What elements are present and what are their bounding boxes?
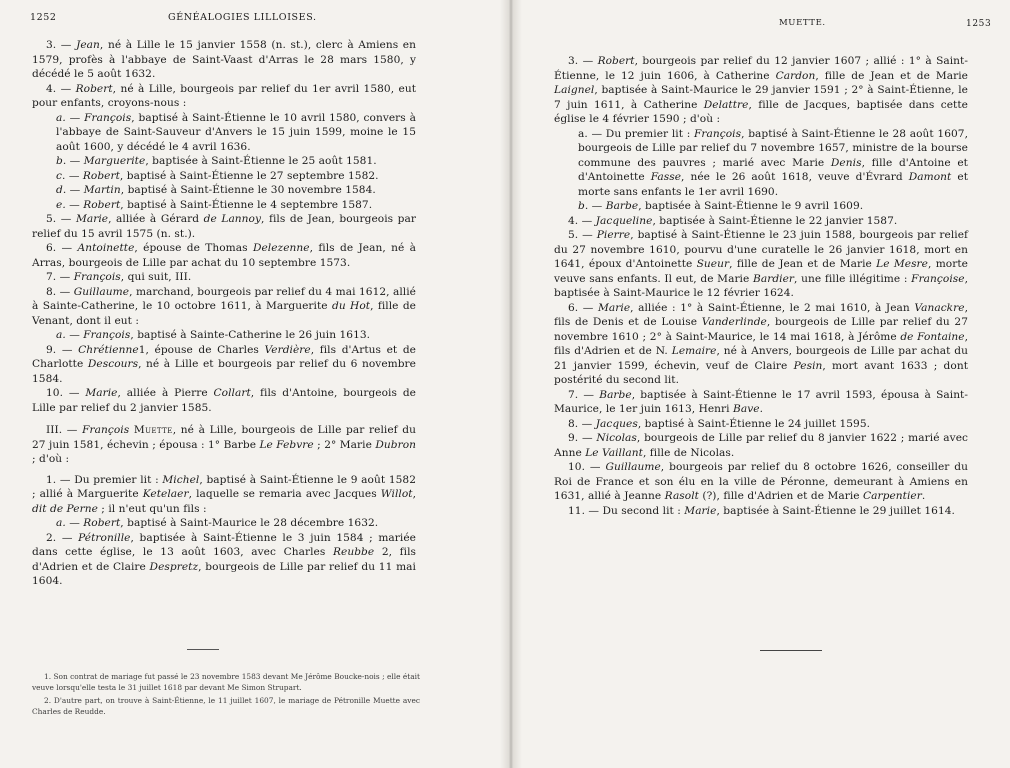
text-run: , une fille illégitime : — [794, 272, 912, 285]
text-run: , baptisé à Saint-Étienne le 9 août 1582 ; allié à Marguerite — [32, 473, 416, 500]
text-run: François — [694, 127, 742, 140]
left-footnotes — [32, 672, 420, 720]
text-run: , né à Lille, bourgeois par relief du 1er avril 1580, eut pour enfants, croyons-nous : — [32, 82, 417, 109]
text-run: Damont — [908, 171, 952, 183]
text-run: , baptisée à Saint-Étienne le 25 août 1581. — [145, 155, 377, 167]
text-run: , baptisée à Saint-Maurice le 12 février 1624. — [554, 272, 969, 299]
text-run: , alliée à Gérard — [108, 213, 204, 225]
text-run: , épouse de Thomas — [134, 242, 253, 254]
paragraph — [554, 199, 968, 214]
text-run: . — [921, 490, 926, 502]
text-run: Robert — [83, 198, 121, 211]
text-run: , fils d'Artus et de Charlotte — [32, 343, 416, 370]
text-run: François — [73, 271, 121, 283]
footnote — [32, 672, 420, 693]
text-run: Robert — [82, 169, 120, 182]
paragraph — [32, 38, 416, 82]
text-run: (?), fille d'Adrien et de Marie — [698, 490, 863, 502]
paragraph — [554, 431, 968, 460]
paragraph — [32, 111, 416, 155]
text-run: Cardon — [775, 69, 816, 82]
text-run: du Hot — [331, 300, 371, 312]
text-run: , né à Lille et bourgeois par relief du 6 novembre 1584. — [32, 358, 416, 385]
text-run: , baptisé à Saint-Étienne le 10 avril 1580, convers à l'abbaye de Saint-Sauveur d'Anvers le 15 juin 1599, moine le 15 août 1600, y décédé le 4 avril 1636. — [56, 111, 416, 153]
text-run: Le Mesre — [876, 258, 928, 270]
text-run: 1. — Du premier lit : — [46, 473, 163, 486]
text-run: Marie — [684, 504, 717, 517]
paragraph — [32, 285, 416, 329]
text-run: Antoinette — [77, 242, 135, 254]
paragraph — [32, 328, 416, 343]
text-run: Robert — [597, 55, 635, 67]
text-run: Ketelaer — [142, 488, 189, 500]
text-run: , baptisée à Saint-Étienne le 17 avril 1593, épousa à Saint-Maurice, le 1er juin 1613, Henri — [554, 388, 968, 415]
text-run: et morte sans enfants le 1er avril 1690. — [578, 171, 968, 198]
text-run: 5. — — [568, 229, 597, 241]
right-running-title: MUETTE. — [779, 18, 826, 28]
paragraph — [554, 228, 968, 301]
text-run: , baptisé à Saint-Étienne le 30 novembre 1584. — [120, 184, 376, 196]
text-run: 2, fils d'Adrien et de Claire — [32, 546, 416, 573]
text-run: 3. — — [46, 39, 77, 51]
text-run: , fille d'Antoine et d'Antoinette — [578, 156, 968, 183]
text-run: a. — — [56, 329, 84, 341]
text-run: Robert — [75, 82, 113, 95]
text-run: , fille de Nicolas. — [642, 446, 735, 459]
text-run: , né à Lille le 15 janvier 1558 (n. st.), clerc à Amiens en 1579, profès à l'abbaye de Saint-Vaast d'Arras le 28 mars 1580, y décédé le 5 août 1632. — [32, 39, 416, 80]
text-run: Fasse — [650, 171, 682, 183]
text-run: Delezenne — [252, 242, 310, 254]
text-run: François — [84, 111, 132, 124]
text-run: ; il n'eut qu'un fils : — [97, 502, 207, 515]
text-run: Reubbe — [333, 546, 375, 558]
text-run: , baptisé à Saint-Maurice le 28 décembre 1632. — [120, 517, 379, 529]
text-run: Françoise — [911, 272, 965, 285]
paragraph — [554, 504, 968, 519]
text-run: , bourgeois par relief du 8 octobre 1626, conseiller du Roi de France et son élu en la ville de Péronne, demeurant à Amiens en 1631, allié à Jeanne — [554, 461, 968, 502]
text-run: Denis — [830, 156, 862, 169]
left-body-text — [32, 38, 416, 589]
text-run: b. — — [578, 200, 606, 212]
text-run: Nicolas — [596, 432, 637, 444]
paragraph — [32, 198, 416, 213]
paragraph — [32, 270, 416, 285]
text-run: Collart — [213, 387, 251, 399]
paragraph — [554, 54, 968, 127]
text-run: Sueur — [696, 258, 730, 270]
text-run: a. — — [56, 517, 84, 529]
text-run: , bourgeois de Lille par relief du 27 novembre 1610 ; 2° à Saint-Maurice, le 14 mai 1618, à Jérôme — [554, 316, 969, 343]
text-run: 3. — — [568, 55, 598, 67]
text-run: Bardier — [753, 272, 795, 285]
text-run: Pierre — [596, 229, 631, 241]
text-run: , alliée : 1° à Saint-Étienne, le 2 mai 1610, à Jean — [630, 301, 915, 314]
text-run: , fils de Jean, bourgeois par relief du 15 avril 1575 (n. st.). — [32, 213, 416, 240]
text-run: , qui suit, III. — [120, 271, 192, 283]
text-run: , fils d'Adrien et de N. — [554, 330, 969, 357]
paragraph — [554, 301, 968, 388]
text-run: Barbe — [599, 388, 632, 401]
text-run: , baptisé à Saint-Étienne le 4 septembre 1587. — [120, 198, 373, 211]
text-run: 10. — — [46, 387, 86, 399]
text-run: d. — — [56, 184, 84, 196]
end-rule — [760, 650, 822, 651]
paragraph — [32, 343, 416, 387]
text-run: a. — Du premier lit : — [578, 127, 694, 140]
text-run: , fille de Jean et de Marie — [815, 69, 968, 82]
text-run: Lemaire — [671, 345, 717, 357]
paragraph — [32, 183, 416, 198]
text-run: 7. — — [46, 271, 74, 283]
text-run: , fille de Venant, dont il eut : — [32, 300, 416, 327]
footnote — [32, 696, 420, 717]
paragraph — [32, 212, 416, 241]
paragraph — [554, 417, 968, 432]
text-run: 5. — — [46, 213, 76, 225]
text-run: 7. — — [568, 388, 600, 401]
text-run: , bourgeois de Lille par relief du 11 mai 1604. — [32, 560, 416, 587]
text-run: Carpentier — [863, 490, 922, 502]
left-running-title: GÉNÉALOGIES LILLOISES. — [168, 12, 317, 23]
footnote-rule — [187, 649, 219, 650]
right-page — [522, 0, 1010, 768]
text-run: Marie — [75, 213, 109, 225]
text-run: Pesin — [793, 359, 823, 372]
paragraph — [32, 154, 416, 169]
text-run: Delattre — [703, 98, 749, 111]
text-run: , mort avant 1633 ; dont postérité du second lit. — [554, 359, 968, 386]
text-run: 4. — — [568, 214, 596, 227]
text-run: Guillaume — [73, 285, 130, 298]
text-run: , baptisée à Saint-Étienne le 9 avril 1609. — [638, 200, 864, 212]
text-run: , bourgeois de Lille par relief du 8 janvier 1622 ; marié avec Anne — [554, 432, 969, 459]
text-run: , fille de Jean et de Marie — [729, 258, 877, 270]
text-run: Marie — [85, 387, 118, 399]
text-run: ; 2° Marie — [313, 438, 376, 451]
text-run: Jacqueline — [595, 214, 653, 227]
text-run: a. — — [56, 111, 85, 124]
paragraph — [32, 473, 416, 517]
text-run: , fille de Jacques, baptisée dans cette église le 4 février 1590 ; d'où : — [554, 98, 968, 125]
right-page-number: 1253 — [966, 19, 992, 29]
right-body-text — [554, 54, 968, 518]
text-run: 6. — — [568, 301, 598, 314]
text-run: Barbe — [605, 200, 639, 212]
text-run: c. — — [56, 169, 83, 182]
text-run: , baptisé à Saint-Étienne le 28 août 1607, bourgeois de Lille par relief du 7 novembre 1657, ministre de la bourse commune des pauvres ; marié avec Marie — [578, 127, 968, 169]
text-run: 10. — — [568, 461, 606, 473]
text-run: Verdière — [264, 343, 311, 356]
text-run: Pétronille — [78, 531, 131, 544]
text-run: , née le 26 août 1618, veuve d'Évrard — [681, 171, 909, 183]
text-run: e. — — [56, 198, 84, 211]
text-run: Vanderlinde — [701, 316, 767, 328]
paragraph — [32, 169, 416, 184]
text-run: 1. Son contrat de mariage fut passé le 23 novembre 1583 devant Me Jérôme Boucke-nois ; elle était veuve lorsqu'elle testa le 31 juillet 1618 par devant Me Simon Strupart. — [32, 672, 420, 692]
text-run: Michel — [162, 473, 200, 486]
text-run: , baptisée à Saint-Étienne le 22 janvier 1587. — [652, 214, 898, 227]
paragraph — [32, 423, 416, 467]
text-run: Martin — [83, 184, 121, 196]
text-run: de Lannoy — [203, 213, 262, 225]
text-run: François — [82, 424, 130, 436]
text-run: Jean — [76, 39, 100, 51]
text-run: Laignel — [554, 84, 595, 96]
text-run: , laquelle se remaria avec Jacques — [188, 488, 381, 500]
text-run: , baptisé à Saint-Étienne le 23 juin 1588, bourgeois par relief du 27 novembre 1610, pourvu d'une curatelle le 26 janvier 1618, mort en 1641, époux d'Antoinette — [554, 229, 968, 270]
paragraph — [554, 127, 968, 200]
text-run: Descours — [87, 358, 139, 370]
text-run: Vanackre — [914, 301, 965, 314]
text-run: 1, épouse de Charles — [138, 343, 265, 356]
text-run: Dubron — [375, 438, 417, 451]
text-run: , bourgeois par relief du 12 janvier 1607 ; allié : 1° à Saint-Étienne, le 12 juin 1606, à Catherine — [554, 55, 968, 82]
text-run: 9. — — [568, 432, 597, 444]
text-run: dit de Perne — [32, 502, 98, 515]
paragraph — [554, 214, 968, 229]
book-gutter — [500, 0, 522, 768]
text-run: , fils de Denis et de Louise — [554, 301, 968, 328]
left-page-number: 1252 — [30, 12, 57, 23]
text-run: , né à Lille, bourgeois de Lille par relief du 27 juin 1581, échevin ; épousa : 1° Barbe — [32, 424, 416, 451]
text-run: 6. — — [46, 242, 78, 254]
text-run: Chrétienne — [78, 343, 139, 356]
text-run: , baptisé à Saint-Étienne le 27 septembre 1582. — [119, 169, 379, 182]
text-run: , baptisée à Saint-Étienne le 3 juin 1584 ; mariée dans cette église, le 13 août 1603, avec Charles — [32, 531, 416, 558]
text-run: , — [412, 488, 416, 500]
text-run: , alliée à Pierre — [117, 387, 214, 399]
text-run: ; d'où : — [32, 453, 70, 465]
paragraph — [554, 460, 968, 504]
text-run: , baptisée à Saint-Étienne le 29 juillet 1614. — [716, 504, 955, 517]
text-run: 2. D'autre part, on trouve à Saint-Étienne, le 11 juillet 1607, le mariage de Pétronille Muette avec Charles de Reudde. — [32, 696, 420, 716]
text-run: Willot — [380, 488, 413, 500]
text-run: 4. — — [46, 82, 76, 95]
paragraph — [554, 388, 968, 417]
text-run: Marie — [598, 301, 631, 314]
text-run: Despretz — [149, 560, 199, 573]
text-run: , baptisée à Saint-Maurice le 29 janvier 1591 ; 2° à Saint-Étienne, le 7 juin 1611, à Catherine — [554, 84, 968, 111]
text-run: , marchand, bourgeois par relief du 4 mai 1612, allié à Sainte-Catherine, le 10 octobre 1611, à Marguerite — [32, 285, 416, 312]
paragraph — [32, 241, 416, 270]
paragraph — [32, 531, 416, 589]
text-run: , fils d'Antoine, bourgeois de Lille par relief du 2 janvier 1585. — [32, 387, 416, 414]
text-run: Bave — [733, 403, 760, 415]
paragraph — [32, 516, 416, 531]
text-run: , morte veuve sans enfants. Il eut, de Marie — [554, 258, 968, 285]
text-run: 9. — — [46, 343, 79, 356]
text-run: de Fontaine — [900, 330, 965, 343]
text-run: Marguerite — [83, 155, 146, 167]
text-run: Muette — [133, 424, 173, 436]
text-run: . — [759, 403, 764, 415]
paragraph — [32, 386, 416, 415]
text-run: , né à Anvers, bourgeois de Lille par achat du 21 janvier 1599, échevin, veuf de Claire — [554, 345, 969, 372]
text-run: , baptisé à Sainte-Catherine le 26 juin 1613. — [130, 329, 371, 341]
text-run: 2. — — [46, 531, 79, 544]
paragraph — [32, 82, 416, 111]
text-run: 8. — — [568, 417, 596, 430]
text-run: Rasolt — [664, 490, 699, 502]
text-run: b. — — [56, 155, 84, 167]
text-run: III. — — [46, 424, 83, 436]
text-run: , fils de Jean, né à Arras, bourgeois de Lille par achat du 10 septembre 1573. — [32, 242, 416, 269]
text-run: 8. — — [46, 285, 74, 298]
text-run: Le Vaillant — [585, 446, 643, 459]
text-run: Guillaume — [605, 461, 661, 473]
text-run: Le Febvre — [259, 438, 314, 451]
text-run: Robert — [83, 517, 121, 529]
text-run: , baptisé à Saint-Étienne le 24 juillet 1595. — [637, 417, 871, 430]
left-page — [0, 0, 500, 768]
text-run: 11. — Du second lit : — [568, 504, 685, 517]
text-run: François — [83, 329, 131, 341]
text-run: Jacques — [595, 417, 638, 430]
